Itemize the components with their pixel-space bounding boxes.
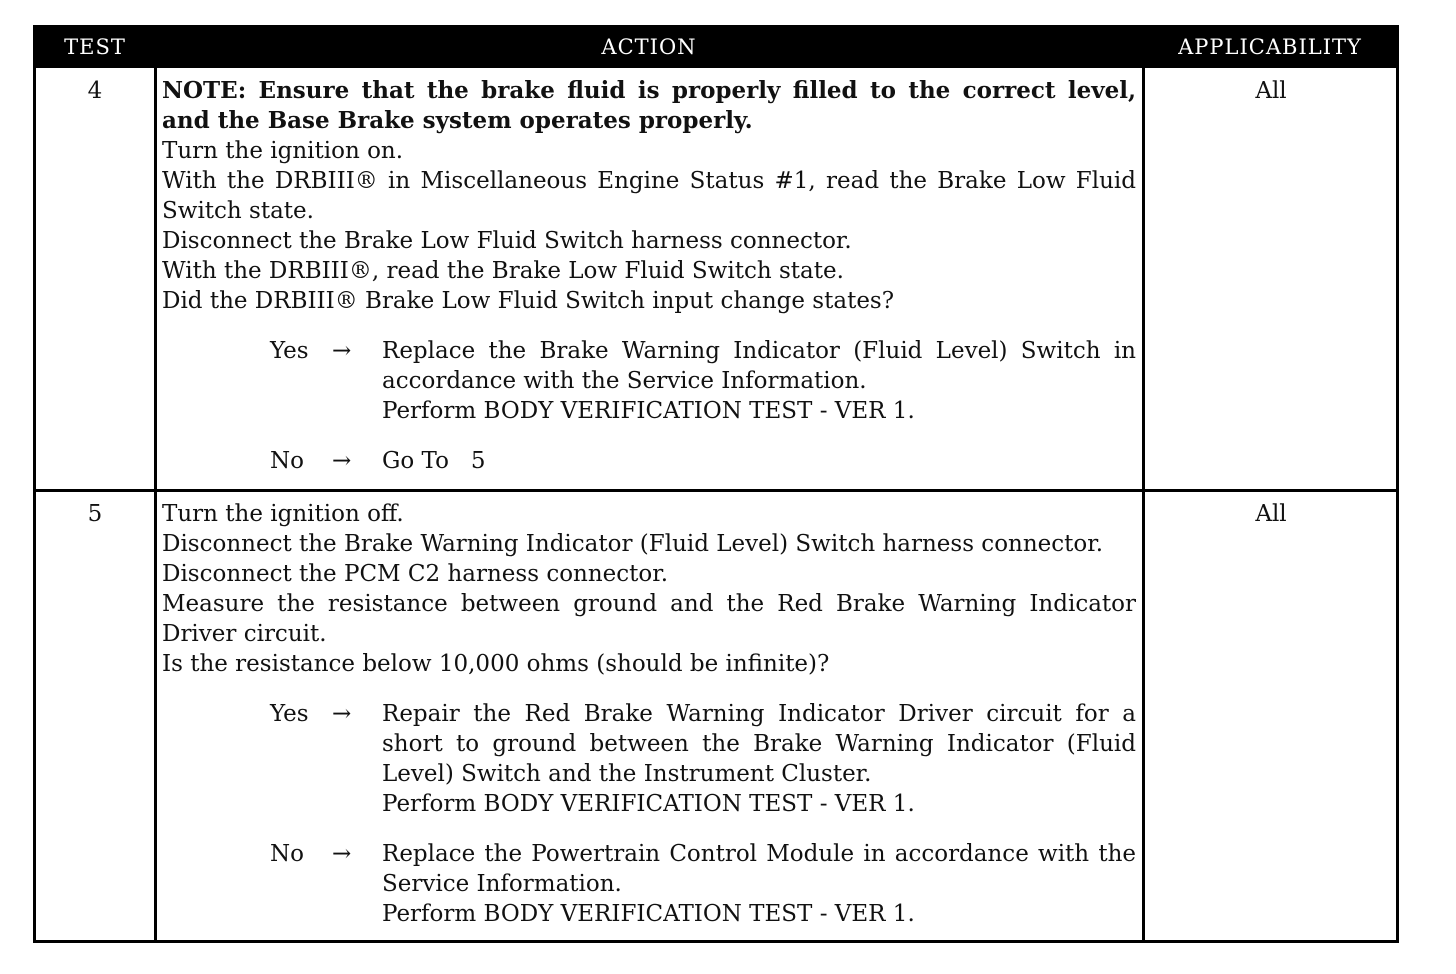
column-divider (154, 68, 157, 943)
yes-branch (162, 699, 1136, 819)
step: Measure the resistance between ground and the Red Brake Warning Indicator Driver circuit. (162, 591, 1136, 647)
diagnostic-table (33, 25, 1399, 943)
arrow-icon: → (332, 841, 352, 867)
header-applicability: APPLICABILITY (1178, 35, 1362, 59)
action-cell-5 (162, 499, 1136, 929)
step: Disconnect the Brake Low Fluid Switch harness connector. (162, 228, 852, 254)
step: With the DRBIII®, read the Brake Low Fluid Switch state. (162, 258, 844, 284)
no-action: Replace the Powertrain Control Module in accordance with the Service Information. (382, 841, 1136, 897)
no-branch (162, 446, 1136, 476)
yes-action: Perform BODY VERIFICATION TEST - VER 1. (382, 791, 915, 817)
no-action: Perform BODY VERIFICATION TEST - VER 1. (382, 901, 915, 927)
step: Disconnect the Brake Warning Indicator (Fluid Level) Switch harness connector. (162, 531, 1104, 557)
note-text: NOTE: Ensure that the brake fluid is properly filled to the correct level, and the Base Brake system operates properly. (162, 77, 1136, 134)
header-action: ACTION (601, 35, 697, 59)
action-cell-4 (162, 76, 1136, 476)
no-label: No (270, 448, 304, 474)
yes-action: Perform BODY VERIFICATION TEST - VER 1. (382, 398, 915, 424)
yes-action: Repair the Red Brake Warning Indicator Driver circuit for a short to ground between the Brake Warning Indicator (Fluid Level) Switch and the Instrument Cluster. (382, 701, 1136, 787)
arrow-icon: → (332, 701, 352, 727)
no-label: No (270, 841, 304, 867)
applicability-4: All (1255, 78, 1287, 104)
arrow-icon: → (332, 338, 352, 364)
row-divider (36, 489, 1396, 492)
test-number-5: 5 (87, 501, 103, 527)
yes-branch (162, 336, 1136, 426)
step: Is the resistance below 10,000 ohms (should be infinite)? (162, 651, 830, 677)
yes-label: Yes (270, 701, 309, 727)
step: Turn the ignition on. (162, 138, 404, 164)
header-test: TEST (64, 35, 126, 59)
test-number-4: 4 (87, 78, 103, 104)
step: With the DRBIII® in Miscellaneous Engine Status #1, read the Brake Low Fluid Switch state. (162, 168, 1136, 224)
applicability-5: All (1255, 501, 1287, 527)
no-branch (162, 839, 1136, 929)
yes-label: Yes (270, 338, 309, 364)
arrow-icon: → (332, 448, 352, 474)
yes-action: Replace the Brake Warning Indicator (Fluid Level) Switch in accordance with the Service Information. (382, 338, 1136, 394)
step: Disconnect the PCM C2 harness connector. (162, 561, 669, 587)
step: Turn the ignition off. (162, 501, 404, 527)
table-header (36, 28, 1396, 68)
no-action: Go To 5 (382, 448, 486, 474)
step: Did the DRBIII® Brake Low Fluid Switch input change states? (162, 288, 895, 314)
